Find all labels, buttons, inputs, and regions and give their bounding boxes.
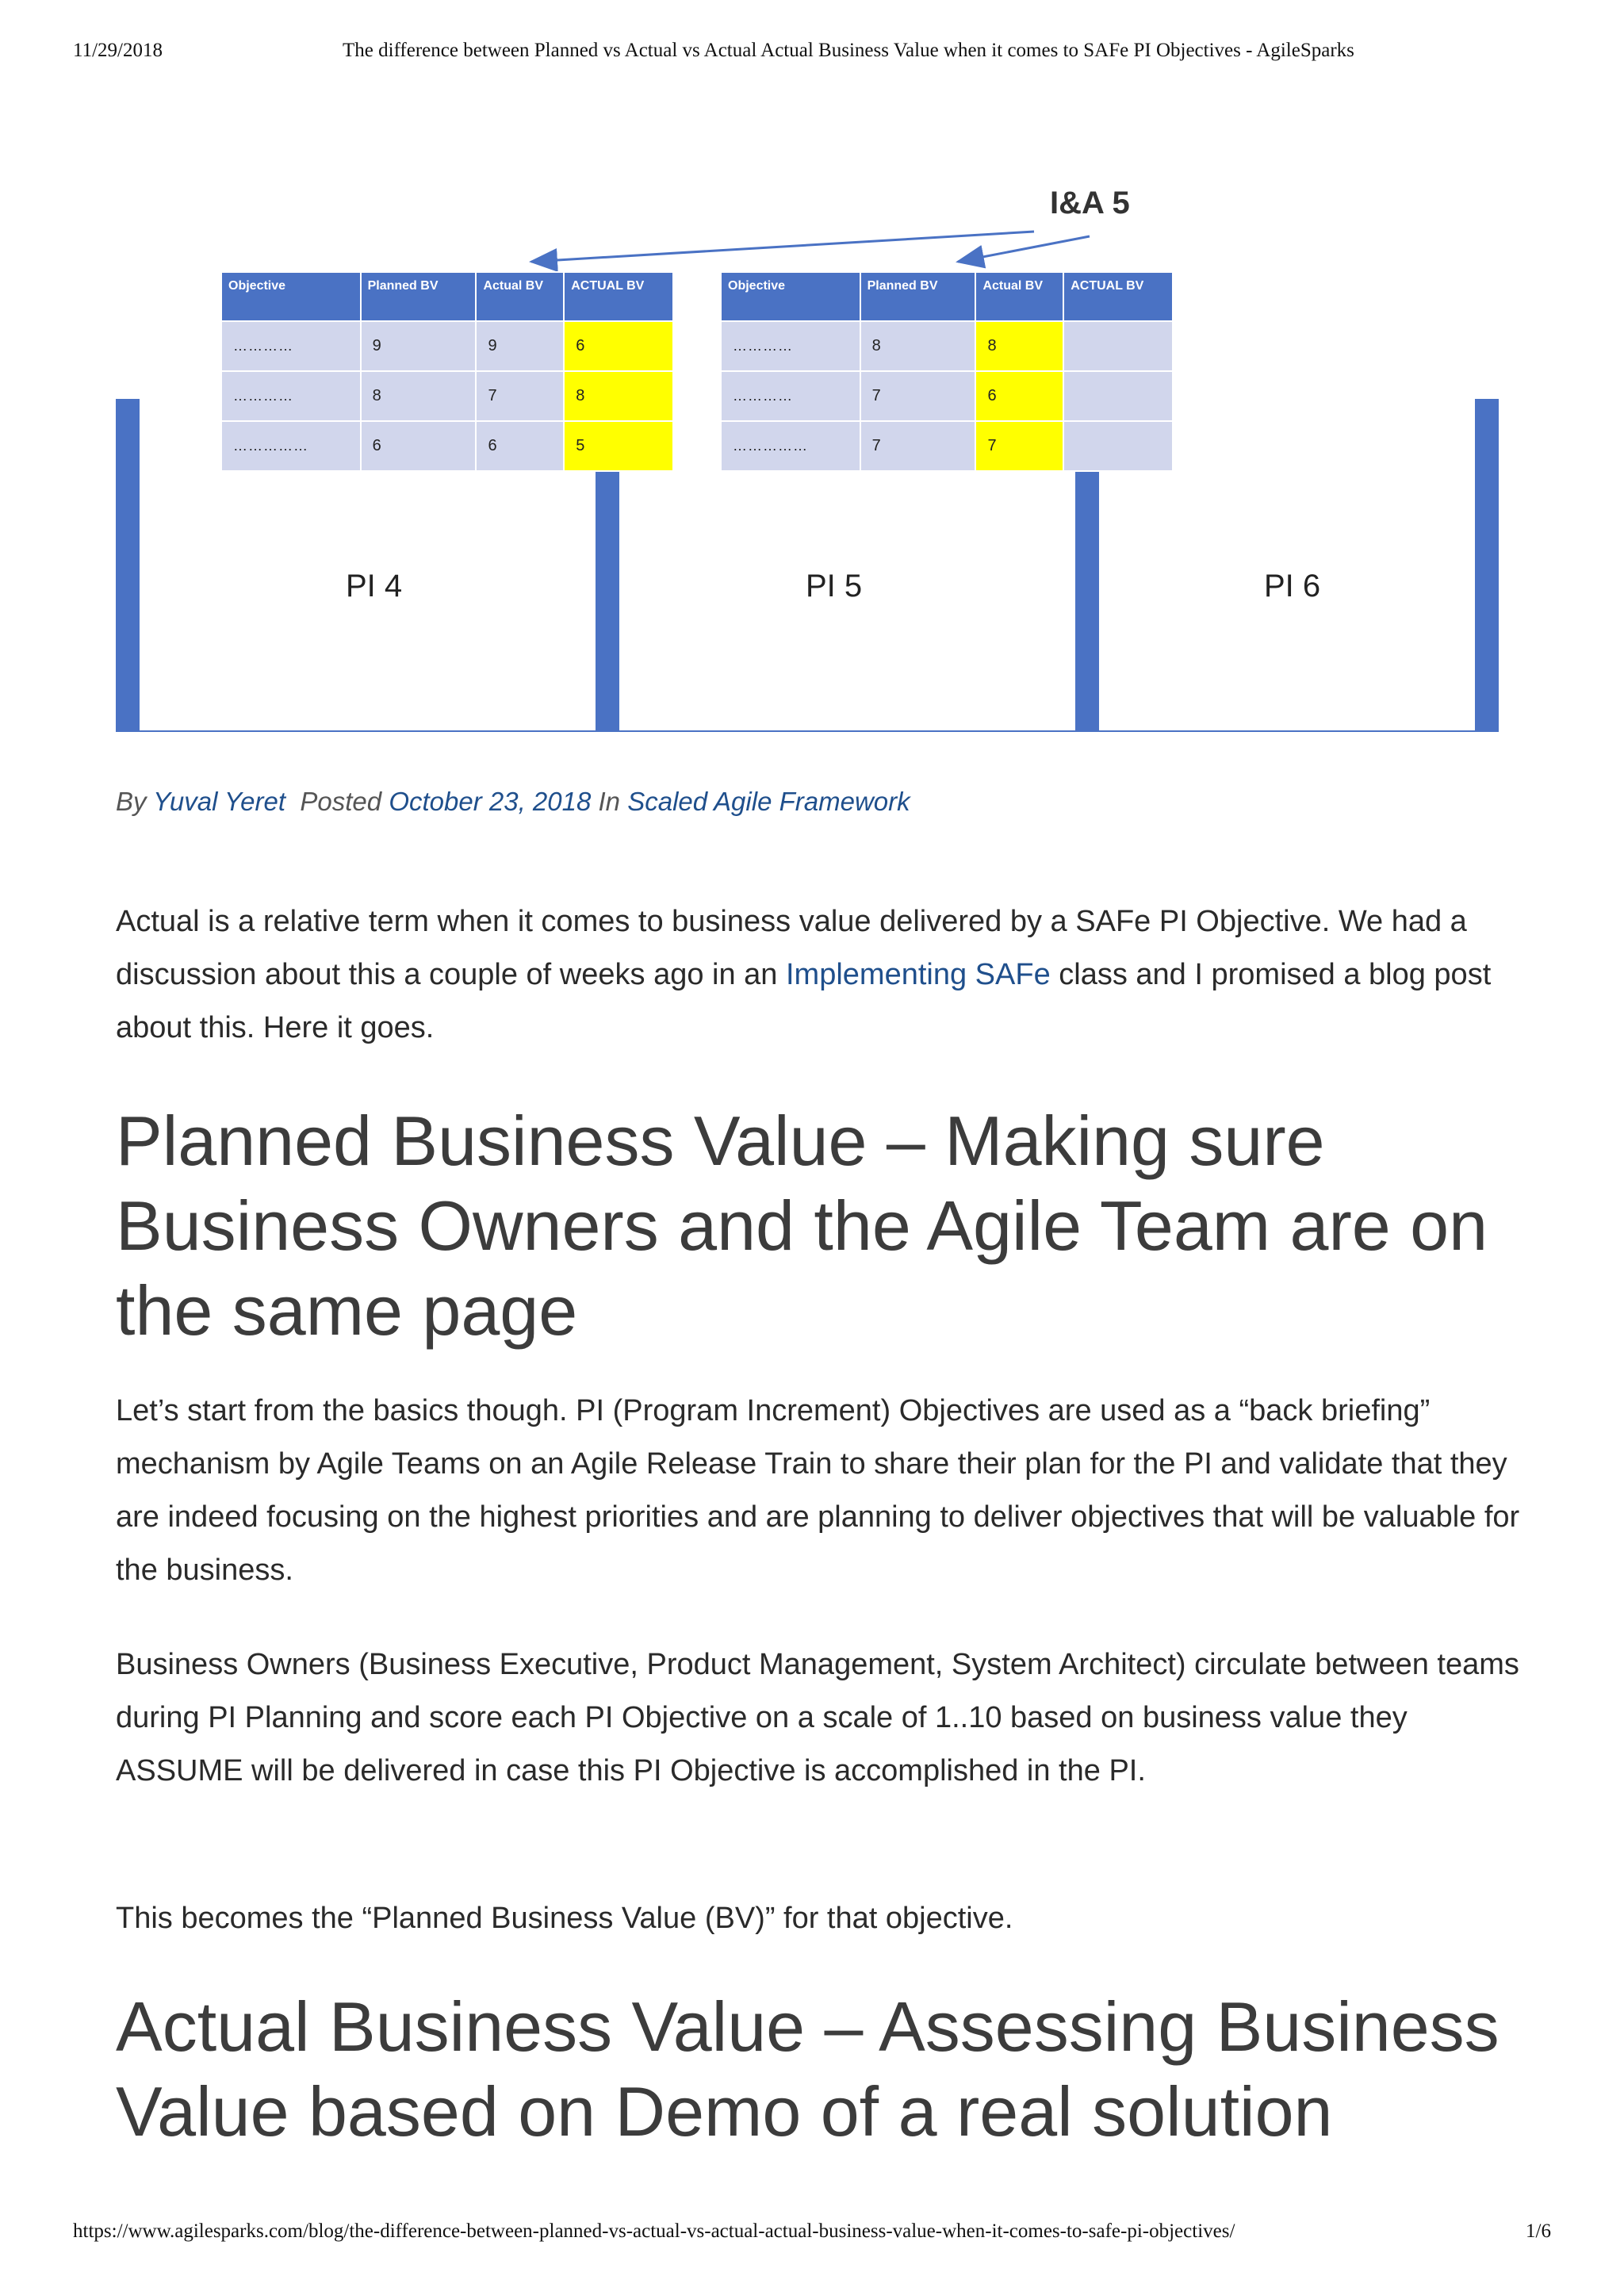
header-planned-bv: Planned BV [361, 272, 477, 321]
actual-actual-bv-cell [1063, 421, 1173, 471]
planned-bv-paragraph: This becomes the “Planned Business Value (BV)” for that objective. [116, 1902, 1013, 1935]
pi-boundary-bar [1475, 399, 1499, 732]
arrow-to-pi5-table [958, 236, 1090, 262]
actual-bv-cell: 8 [975, 321, 1063, 371]
implementing-safe-link[interactable]: Implementing SAFe [786, 958, 1051, 991]
planned-bv-cell: 7 [860, 421, 976, 471]
header-objective: Objective [721, 272, 860, 321]
print-date: 11/29/2018 [73, 40, 163, 61]
header-planned-bv: Planned BV [860, 272, 976, 321]
table-row [721, 371, 1173, 421]
actual-bv-cell: 7 [476, 371, 564, 421]
planned-business-value-heading: Planned Business Value – Making sure Business Owners and the Agile Team are on the same page [116, 1102, 1488, 1350]
timeline-baseline [116, 730, 1499, 732]
table-row [221, 371, 673, 421]
intro-text-after: class and I promised a blog post about this. Here it goes. [116, 958, 1492, 1044]
print-header [73, 40, 1551, 71]
planned-bv-cell: 9 [361, 321, 477, 371]
pi-4-label: PI 4 [346, 569, 403, 603]
pi-6-label: PI 6 [1264, 569, 1321, 603]
pi-boundary-bar [116, 399, 140, 732]
actual-actual-bv-cell: 8 [564, 371, 673, 421]
post-date-link[interactable]: October 23, 2018 [389, 787, 592, 816]
basics-paragraph: Let’s start from the basics though. PI (Program Increment) Objectives are used as a “back briefing” mechanism by Agile Teams on an Agile Release Train to share their plan for the PI and validate that they are indeed focusing on the highest priorities and are planning to deliver objectives that will be valuable for the business. [116, 1394, 1520, 1587]
print-title: The difference between Planned vs Actual vs Actual Actual Business Value when it comes to SAFe PI Objectives - AgileSparks [343, 40, 1354, 61]
business-owners-paragraph: Business Owners (Business Executive, Product Management, System Architect) circulate between teams during PI Planning and score each PI Objective on a scale of 1..10 based on business value they ASSUME will be delivered in case this PI Objective is accomplished in the PI. [116, 1648, 1519, 1787]
print-footer [73, 2220, 1551, 2252]
planned-bv-cell: 6 [361, 421, 477, 471]
pi-5-business-value-table [720, 271, 1174, 472]
header-actual-actual-bv: ACTUAL BV [1063, 272, 1173, 321]
by-label: By [116, 787, 147, 816]
actual-actual-bv-cell: 6 [564, 321, 673, 371]
header-actual-actual-bv: ACTUAL BV [564, 272, 673, 321]
pi-5-label: PI 5 [806, 569, 863, 603]
table-row [721, 321, 1173, 371]
planned-bv-cell: 8 [361, 371, 477, 421]
actual-business-value-heading: Actual Business Value – Assessing Business Value based on Demo of a real solution [116, 1987, 1500, 2151]
header-actual-bv: Actual BV [975, 272, 1063, 321]
objective-cell: …………… [721, 421, 860, 471]
header-actual-bv: Actual BV [476, 272, 564, 321]
table-row [721, 421, 1173, 471]
category-link[interactable]: Scaled Agile Framework [627, 787, 910, 816]
intro-paragraph [116, 895, 1527, 1055]
pi-4-business-value-table [220, 271, 674, 472]
print-url: https://www.agilesparks.com/blog/the-difference-between-planned-vs-actual-vs-actual-actual-business-value-when-it-comes-to-safe-pi-objectives/ [73, 2220, 1235, 2242]
actual-actual-bv-cell [1063, 371, 1173, 421]
actual-actual-bv-cell [1063, 321, 1173, 371]
planned-bv-cell: 8 [860, 321, 976, 371]
actual-actual-bv-cell: 5 [564, 421, 673, 471]
page-number: 1/6 [1526, 2220, 1551, 2242]
author-link[interactable]: Yuval Yeret [153, 787, 286, 816]
table-row [221, 321, 673, 371]
objective-cell: ………… [221, 321, 361, 371]
objective-cell: …………… [221, 421, 361, 471]
header-objective: Objective [221, 272, 361, 321]
ia-5-label: I&A 5 [1050, 186, 1130, 220]
objective-cell: ………… [221, 371, 361, 421]
planned-bv-cell: 7 [860, 371, 976, 421]
objective-cell: ………… [721, 371, 860, 421]
arrow-to-pi4-table [531, 232, 1034, 262]
intro-text-before: Actual is a relative term when it comes to business value delivered by a SAFe PI Objective. We had a discussion about this a couple of weeks ago in an [116, 905, 1467, 991]
post-meta [116, 787, 910, 817]
posted-label: Posted [300, 787, 382, 816]
objective-cell: ………… [721, 321, 860, 371]
actual-bv-cell: 7 [975, 421, 1063, 471]
actual-bv-cell: 6 [975, 371, 1063, 421]
actual-bv-cell: 9 [476, 321, 564, 371]
in-label: In [598, 787, 621, 816]
table-row [221, 421, 673, 471]
actual-bv-cell: 6 [476, 421, 564, 471]
pi-timeline-diagram [116, 174, 1511, 738]
